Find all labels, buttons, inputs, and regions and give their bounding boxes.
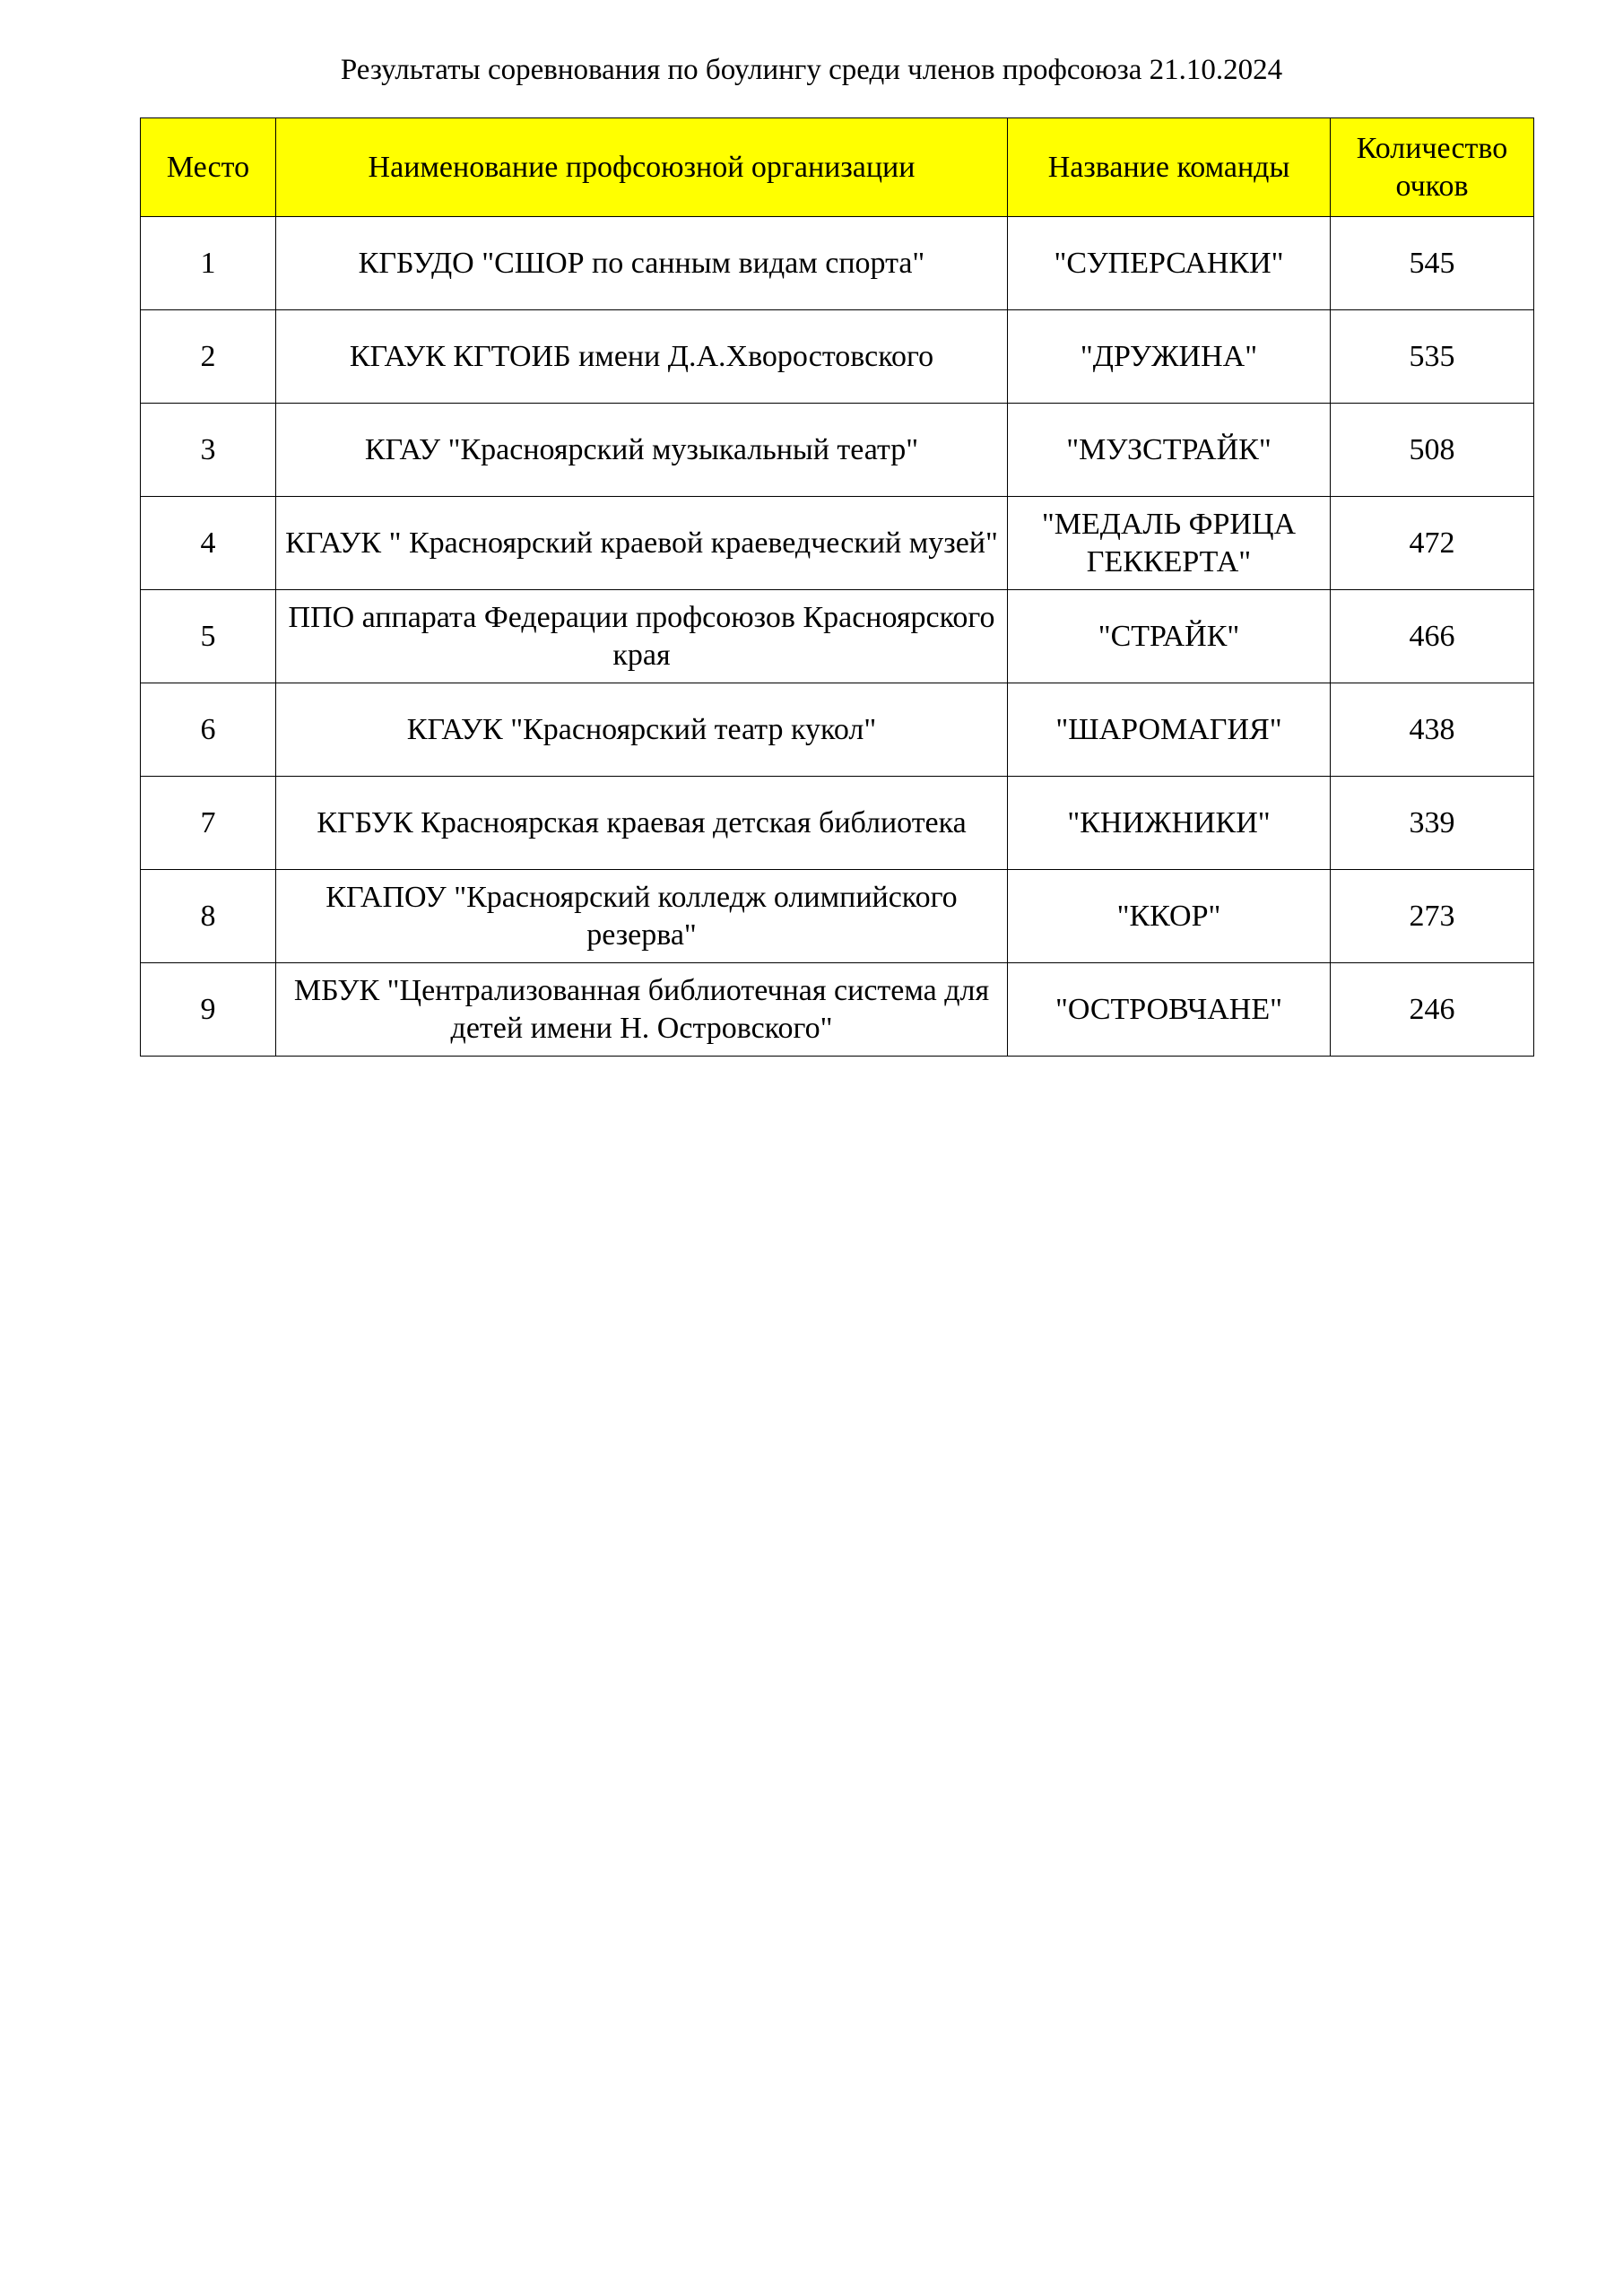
place-cell: 6 — [141, 683, 276, 777]
header-organization: Наименование профсоюзной организации — [276, 118, 1008, 217]
header-place: Место — [141, 118, 276, 217]
team-cell: "ДРУЖИНА" — [1008, 310, 1331, 404]
organization-cell: КГАУК " Красноярский краевой краеведческий музей" — [276, 497, 1008, 590]
points-cell: 472 — [1331, 497, 1534, 590]
organization-cell: КГБУДО "СШОР по санным видам спорта" — [276, 217, 1008, 310]
points-cell: 508 — [1331, 404, 1534, 497]
page-title: Результаты соревнования по боулингу среди членов профсоюза 21.10.2024 — [340, 54, 1283, 86]
team-cell: "МЕДАЛЬ ФРИЦА ГЕККЕРТА" — [1008, 497, 1331, 590]
team-cell: "СУПЕРСАНКИ" — [1008, 217, 1331, 310]
results-table — [140, 117, 1534, 1057]
team-cell: "СТРАЙК" — [1008, 590, 1331, 683]
organization-cell: КГАУ "Красноярский музыкальный театр" — [276, 404, 1008, 497]
table-row — [141, 217, 1534, 310]
points-cell: 466 — [1331, 590, 1534, 683]
organization-cell: ППО аппарата Федерации профсоюзов Красноярского края — [276, 590, 1008, 683]
team-cell: "ОСТРОВЧАНЕ" — [1008, 963, 1331, 1057]
points-cell: 273 — [1331, 870, 1534, 963]
table-row — [141, 404, 1534, 497]
header-row — [141, 118, 1534, 217]
organization-cell: МБУК "Централизованная библиотечная система для детей имени Н. Островского" — [276, 963, 1008, 1057]
table-row — [141, 870, 1534, 963]
table-row — [141, 777, 1534, 870]
place-cell: 4 — [141, 497, 276, 590]
table-row — [141, 590, 1534, 683]
team-cell: "КНИЖНИКИ" — [1008, 777, 1331, 870]
header-points: Количество очков — [1331, 118, 1534, 217]
organization-cell: КГАУК КГТОИБ имени Д.А.Хворостовского — [276, 310, 1008, 404]
organization-cell: КГАУК "Красноярский театр кукол" — [276, 683, 1008, 777]
team-cell: "ШАРОМАГИЯ" — [1008, 683, 1331, 777]
header-team: Название команды — [1008, 118, 1331, 217]
team-cell: "МУЗСТРАЙК" — [1008, 404, 1331, 497]
place-cell: 3 — [141, 404, 276, 497]
table-row — [141, 963, 1534, 1057]
organization-cell: КГАПОУ "Красноярский колледж олимпийского резерва" — [276, 870, 1008, 963]
place-cell: 2 — [141, 310, 276, 404]
points-cell: 246 — [1331, 963, 1534, 1057]
place-cell: 9 — [141, 963, 276, 1057]
team-cell: "ККОР" — [1008, 870, 1331, 963]
table-row — [141, 310, 1534, 404]
points-cell: 339 — [1331, 777, 1534, 870]
points-cell: 438 — [1331, 683, 1534, 777]
table-header — [141, 118, 1534, 217]
table-row — [141, 497, 1534, 590]
points-cell: 535 — [1331, 310, 1534, 404]
table-row — [141, 683, 1534, 777]
place-cell: 5 — [141, 590, 276, 683]
organization-cell: КГБУК Красноярская краевая детская библиотека — [276, 777, 1008, 870]
table-body — [141, 217, 1534, 1057]
points-cell: 545 — [1331, 217, 1534, 310]
place-cell: 8 — [141, 870, 276, 963]
place-cell: 7 — [141, 777, 276, 870]
place-cell: 1 — [141, 217, 276, 310]
